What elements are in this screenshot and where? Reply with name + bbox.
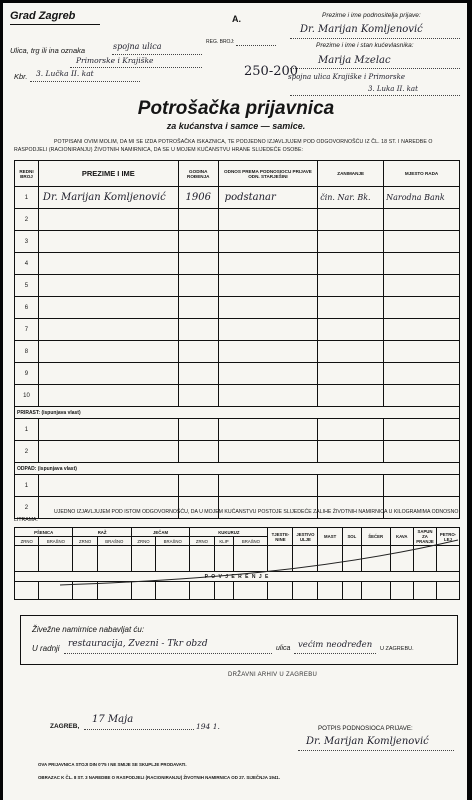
row-number: 5 (15, 275, 39, 297)
row-number: 9 (15, 363, 39, 385)
stock-verified-label: P O V J E R E N J E (15, 572, 460, 582)
row-workplace: Narodna Bank (384, 187, 460, 209)
stock-sub-zrno: ZRNO (131, 537, 155, 546)
shop-value: restauracija, Zvezni - Tkr obzd (68, 639, 208, 649)
row-number: 4 (15, 253, 39, 275)
signature-label: POTPIS PODNOSIOCA PRIJAVE: (318, 725, 413, 732)
col-header-workplace: MJESTO RADA (384, 161, 460, 187)
street-value-1: spojna ulica (113, 42, 162, 51)
table-row (15, 419, 460, 441)
table-row (15, 385, 460, 407)
shop-line (64, 653, 272, 654)
stock-sub-brasno: BRAŠNO (97, 537, 131, 546)
reg-number-label: REG. BROJ: (206, 39, 235, 45)
stock-group-sapun: SAPUN ZA PRANJE (414, 528, 437, 546)
row-number: 6 (15, 297, 39, 319)
table-row (15, 209, 460, 231)
kbr-line (30, 81, 140, 82)
stock-statement: UJEDNO IZJAVLJUJEM POD ISTOM ODGOVORNOŠĆU, DA U MOJEM KUĆANSTVU POSTOJE SLIJEDEĆE ZALIHE ŽIVOTNIH NAMIRNICA U KILOGRAMIMA ODNOSNO LITRAMA: (14, 509, 459, 523)
reg-number-value: 250-200 (244, 64, 299, 79)
stock-group-kukuruz: KUKURUZ (190, 528, 268, 537)
table-row (15, 319, 460, 341)
stock-sub-zrno: ZRNO (15, 537, 39, 546)
city-underline (10, 24, 100, 25)
kbr-label: Kbr. (14, 72, 28, 81)
supplies-street-value: većim neodređen (298, 640, 373, 650)
row-number: 1 (15, 187, 39, 209)
shop-label: U radnji (32, 644, 60, 653)
stock-table (14, 527, 460, 600)
row-birth-year: 1906 (178, 187, 218, 209)
footer-date-line (84, 729, 194, 730)
stock-group-ulje: JESTIVO ULJE (293, 528, 318, 546)
landlord-line-2 (290, 95, 460, 96)
street-label: Ulica, trg ili ina oznaka (10, 46, 86, 55)
row-number: 8 (15, 341, 39, 363)
col-header-number: REDNI BROJ (15, 161, 39, 187)
form-subtitle: za kućanstva i samce — samice. (166, 121, 306, 131)
table-row (15, 253, 460, 275)
row-relation: podstanar (218, 187, 318, 209)
row-number: 2 (15, 441, 39, 463)
street-line-2 (70, 67, 202, 68)
stock-sub-klip: KLIP (214, 537, 234, 546)
table-row (15, 475, 460, 497)
supplies-street-label: ulica (276, 645, 291, 652)
household-table (14, 160, 460, 519)
signature-line (298, 750, 454, 751)
stock-group-petrolej: PETRO-LEJ (437, 528, 460, 546)
odpad-label: ODPAD: (ispunjava vlast) (15, 463, 460, 475)
scan-edge-left (0, 0, 3, 800)
landlord-address-2: 3. Luka II. kat (368, 85, 418, 93)
submitter-value: Dr. Marijan Komljenović (300, 24, 423, 35)
table-row (15, 441, 460, 463)
stock-sub-zrno: ZRNO (190, 537, 214, 546)
supplies-city-suffix: U ZAGREBU. (380, 646, 414, 652)
row-number: 1 (15, 419, 39, 441)
intro-text: POTPISANI OVIM MOLIM, DA MI SE IZDA POTROŠAČKA ISKAZNICA, TE PODJEDNO IZJAVLJUJEM POD ODGOVORNOŠĆU IZ ČL. 18 ST. I NAREDBE O RASPODJELI (RACIONIRANJU) ŽIVOTNIH NAMIRNICA, DA SE U MOJEM KUĆANSTVU HRANE SLIJEDEĆE OSOBE: (14, 139, 433, 153)
table-row (15, 231, 460, 253)
row-number: 2 (15, 497, 39, 519)
stock-group-raz: RAŽ (73, 528, 131, 537)
footer-year: 194 1. (196, 722, 220, 731)
scan-edge-right (467, 0, 472, 800)
table-row (15, 275, 460, 297)
footer-place: ZAGREB, (50, 723, 80, 730)
row-number: 1 (15, 475, 39, 497)
stock-group-mast: MAST (318, 528, 342, 546)
col-header-relation: ODNOS PREMA PODNOSIOCU PRIJAVE ODN. STARJEŠINI (218, 161, 318, 187)
row-occupation: čin. Nar. Bk. (318, 187, 384, 209)
submitter-label: Prezime i ime podnositelja prijave: (322, 12, 421, 19)
submitter-line (290, 38, 460, 39)
row-name: Dr. Marijan Komljenović (38, 187, 178, 209)
footer-note-regulation: OBRAZAC K ČL. 8 ST. 3 NAREDBE O RASPODJELI (RACIONIRANJU) ŽIVOTNIH NAMIRNICA OD 27. SIJEČNJA 1941. (38, 775, 280, 780)
street-value-2: Primorske i Krajiške (76, 56, 154, 65)
row-number: 7 (15, 319, 39, 341)
row-number: 3 (15, 231, 39, 253)
stock-sub-brasno: BRAŠNO (156, 537, 190, 546)
stock-group-kava: KAVA (390, 528, 414, 546)
city-heading: Grad Zagreb (10, 10, 76, 22)
row-number: 2 (15, 209, 39, 231)
scan-edge-top (0, 0, 472, 3)
prirast-label: PRIRAST: (ispunjava vlast) (15, 407, 460, 419)
row-number: 10 (15, 385, 39, 407)
col-header-occupation: ZANIMANJE (318, 161, 384, 187)
table-row (15, 363, 460, 385)
landlord-line (290, 68, 460, 69)
table-row (15, 341, 460, 363)
stock-sub-brasno: BRAŠNO (39, 537, 73, 546)
supplies-street-line (294, 653, 376, 654)
archive-stamp: DRŽAVNI ARHIV U ZAGREBU (228, 672, 318, 678)
street-line-1 (112, 54, 202, 55)
stock-sub-zrno: ZRNO (73, 537, 97, 546)
landlord-value: Marija Mzelac (318, 55, 391, 66)
table-row (15, 187, 460, 209)
col-header-birth: GODINA ROĐENJA (178, 161, 218, 187)
stock-sub-brasno: BRAŠNO (234, 537, 268, 546)
landlord-address: spojna ulica Krajiške i Primorske (288, 73, 405, 81)
col-header-name: PREZIME I IME (38, 161, 178, 187)
stock-group-psenica: PŠENICA (15, 528, 73, 537)
reg-number-line (236, 45, 276, 46)
stock-group-tjestenine: TJESTE-NINE (268, 528, 293, 546)
table-row (15, 297, 460, 319)
signature-value: Dr. Marijan Komljenović (306, 736, 429, 747)
stock-group-jecam: JEČAM (131, 528, 189, 537)
footer-note-price: OVA PRIJAVNICA STOJI DIN 0'75 I NE SMIJE SE SKUPLJE PRODAVATI. (38, 762, 187, 767)
stock-group-sol: SOL (342, 528, 361, 546)
supplies-label: Živežne namirnice nabavljat ću: (32, 625, 145, 634)
kbr-value: 3. Lučka II. kat (36, 69, 94, 78)
form-title: Potrošačka prijavnica (137, 98, 335, 119)
landlord-label: Prezime i ime i stan kućevlasnika: (316, 42, 414, 49)
stock-group-secer: ŠEĆER (361, 528, 390, 546)
form-letter: A. (232, 14, 241, 24)
footer-date: 17 Maja (92, 714, 134, 725)
